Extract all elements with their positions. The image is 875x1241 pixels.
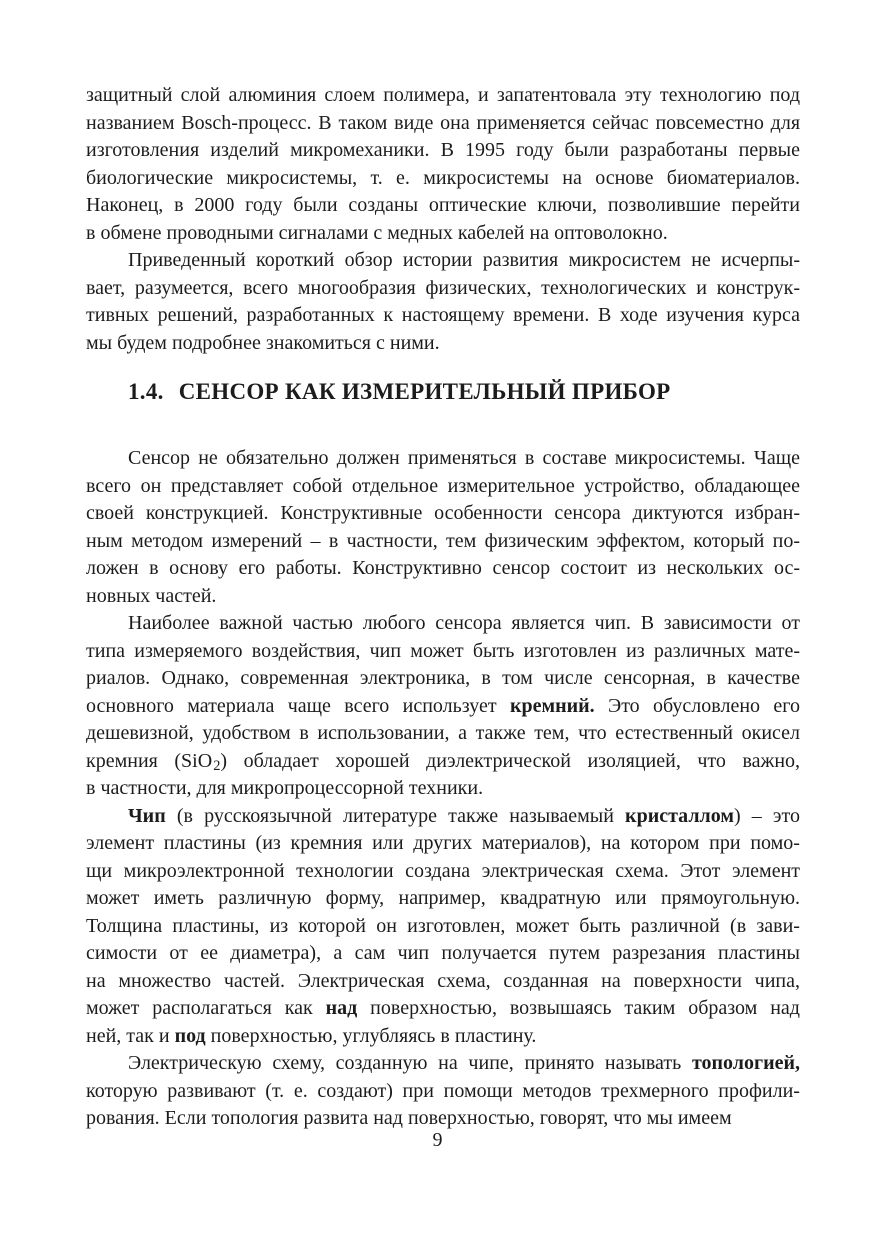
text-line: риалов. Однако, современная электроника, в том числе сенсорная, в качестве — [86, 667, 800, 689]
text-line: рования. Если топология развита над поверхностью, говорят, что мы имеем — [86, 1107, 732, 1129]
text-line: вает, разумеется, всего многообразия физических, технологических и конструк- — [86, 276, 800, 299]
text-line: основного материала чаще всего использует кремний. Это обусловлено его — [86, 694, 800, 717]
text-block — [86, 82, 800, 1133]
section-number: 1.4. — [128, 379, 164, 404]
text-line: изготовления изделий микромеханики. В 1995 году были разработаны первые — [86, 139, 800, 161]
paragraph — [86, 445, 800, 610]
paragraph — [86, 610, 800, 803]
text-line: Электрическую схему, созданную на чипе, принято называть топологией, — [128, 1052, 800, 1074]
section-heading — [86, 377, 800, 407]
paragraph — [86, 247, 800, 357]
text-line: ней, так и под поверхностью, углубляясь в пластину. — [86, 1024, 537, 1047]
text-line: биологические микросистемы, т. е. микросистемы на основе биоматериалов. — [86, 166, 800, 189]
text-line: Приведенный короткий обзор истории развития микросистем не исчерпы- — [128, 249, 800, 271]
text-line: кремния (SiO$_2$) обладает хорошей диэлектрической изоляцией, что важно, — [86, 749, 800, 774]
text-line: симости от ее диаметра), а сам чип получается путем разрезания пластины — [86, 942, 800, 964]
text-line: может располагаться как над поверхностью, возвышаясь таким образом над — [86, 997, 800, 1019]
text-line: новных частей. — [86, 584, 217, 607]
text-line: Чип (в русскоязычной литературе также называемый кристаллом) – это — [128, 804, 800, 827]
text-line: ложен в основу его работы. Конструктивно сенсор состоит из нескольких ос- — [86, 557, 800, 579]
text-line: на множество частей. Электрическая схема, созданная на поверхности чипа, — [86, 969, 800, 992]
text-line: ным методом измерений – в частности, тем физическим эффектом, который по- — [86, 529, 800, 552]
section-title: СЕНСОР КАК ИЗМЕРИТЕЛЬНЫЙ ПРИБОР — [178, 379, 671, 404]
text-line: типа измеряемого воздействия, чип может быть изготовлен из различных мате- — [86, 639, 800, 662]
text-line: дешевизной, удобством в использовании, а также тем, что естественный окисел — [86, 722, 800, 744]
text-line: Наконец, в 2000 году были созданы оптические ключи, позволившие перейти — [86, 194, 800, 216]
page-number: 9 — [432, 1129, 443, 1151]
paragraph — [86, 803, 800, 1051]
text-line: Наиболее важной частью любого сенсора является чип. В зависимости от — [128, 612, 800, 634]
text-line: которую развивают (т. е. создают) при помощи методов трехмерного профили- — [86, 1079, 800, 1102]
text-line: щи микроэлектронной технологии создана электрическая схема. Этот элемент — [86, 859, 800, 882]
text-line: своей конструкцией. Конструктивные особенности сенсора диктуются избран- — [86, 502, 800, 524]
text-line: Сенсор не обязательно должен применяться в составе микросистемы. Чаще — [128, 447, 800, 469]
paragraph — [86, 1050, 800, 1133]
text-line: названием Bosch-процесс. В таком виде она применяется сейчас повсеместно для — [86, 111, 800, 134]
text-line: мы будем подробнее знакомиться с ними. — [86, 331, 440, 354]
text-line: может иметь различную форму, например, квадратную или прямоугольную. — [86, 887, 800, 909]
text-line: в обмене проводными сигналами с медных кабелей на оптоволокно. — [86, 221, 668, 244]
text-line: элемент пластины (из кремния или других материалов), на котором при помо- — [86, 832, 800, 854]
paragraph — [86, 82, 800, 247]
text-line: в частности, для микропроцессорной техники. — [86, 777, 484, 799]
text-line: Толщина пластины, из которой он изготовлен, может быть различной (в зави- — [86, 914, 800, 937]
text-line: всего он представляет собой отдельное измерительное устройство, обладающее — [86, 474, 800, 497]
text-line: защитный слой алюминия слоем полимера, и запатентовала эту технологию под — [86, 84, 800, 106]
text-line: тивных решений, разработанных к настоящему времени. В ходе изучения курса — [86, 304, 800, 326]
